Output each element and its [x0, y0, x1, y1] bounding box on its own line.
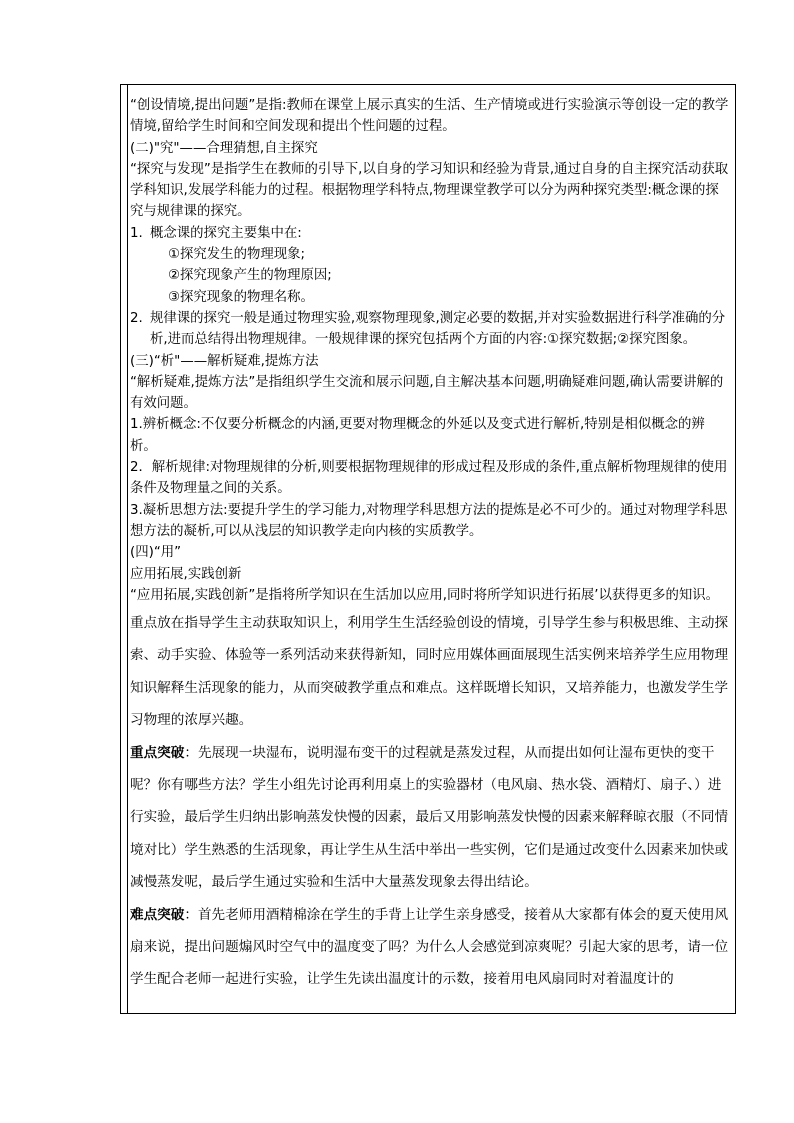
subheading-apply: 应用拓展,实践创新 — [130, 566, 242, 582]
paragraph-focus: 重点放在指导学生主动获取知识上，利用学生生活经验创设的情境，引导学生参与积极思维、主动探索、动手实验、体验等一系列活动来获得新知，同时应用媒体画面展现生活实例来培养学生应用物理知识解释生活现象的能力，从而突破教学重点和难点。这样既增长知识，又培养能力，也激发学生学习物理的浓厚兴趣。 — [130, 615, 729, 728]
label-difficulty-breakthrough: 难点突破 — [130, 906, 185, 923]
label-key-breakthrough: 重点突破 — [130, 744, 185, 761]
sub-item: ①探究发生的物理现象; — [168, 247, 306, 263]
text-difficulty-breakthrough: ：首先老师用酒精棉涂在学生的手背上让学生亲身感受，接着从大家都有体会的夏天使用风扇来说，提出问题煽风时空气中的温度变了吗？为什么人会感觉到凉爽呢？引起大家的思考，请一位学生配合老师一起进行实验，让学生先读出温度计的示数，接着用电风扇同时对着温度计的 — [130, 906, 729, 988]
paragraph-explore-discover: “探究与发现”是指学生在教师的引导下,以自身的学习知识和经验为背景,通过自身的自主探究活动获取学科知识,发展学科能力的过程。根据物理学科特点,物理课堂教学可以分为两种探究类型:概念课的探究与规律课的探究。 — [130, 161, 729, 220]
list-text: 概念课的探究主要集中在: — [150, 225, 302, 241]
list-number: 1. — [130, 225, 143, 241]
sub-item: ②探究现象产生的物理原因; — [168, 268, 332, 284]
list-item-law — [130, 308, 730, 351]
paragraph-method-analysis: 3.凝析思想方法:要提升学生的学习能力,对物理学科思想方法的提炼是必不可少的。通过对物理学科思想方法的凝析,可以从浅层的知识教学走向内核的实质教学。 — [130, 502, 728, 539]
paragraph-create-situation: “创设情境,提出问题”是指:教师在课堂上展示真实的生活、生产情境或进行实验演示等创设一定的教学情境,留给学生时间和空间发现和提出个性问题的过程。 — [130, 98, 729, 135]
list-text: 规律课的探究一般是通过物理实验,观察物理现象,测定必要的数据,并对实验数据进行科学准确的分析,进而总结得出物理规律。一般规律课的探究包括两个方面的内容:①探究数据;②探究图象。 — [150, 310, 726, 348]
paragraph-analyze: “解析疑难,提炼方法”是指组织学生交流和展示问题,自主解决基本问题,明确疑难问题,确认需要讲解的有效问题。 — [130, 374, 724, 412]
paragraph-key-breakthrough — [130, 737, 730, 898]
text-key-breakthrough: ：先展现一块湿布，说明湿布变干的过程就是蒸发过程，从而提出如何让湿布更快的变干呢？你有哪些方法？学生小组先讨论再利用桌上的实验器材（电风扇、热水袋、酒精灯、扇子、）进行实验，最后学生归纳出影响蒸发快慢的因素，最后又用影响蒸发快慢的因素来解释晾衣服（不同情境对比）学生熟悉的生活现象，再让学生从生活中举出一些实例，它们是通过改变什么因素来加快或减慢蒸发呢，最后学生通过实验和生活中大量蒸发现象去得出结论。 — [130, 744, 729, 890]
paragraph-concept-analysis: 1.辨析概念:不仅要分析概念的内涵,更要对物理概念的外延以及变式进行解析,特别是相似概念的辨析。 — [130, 417, 705, 454]
list-item-concept — [130, 223, 730, 308]
paragraph-law-analysis: 2．解析规律:对物理规律的分析,则要根据物理规律的形成过程及形成的条件,重点解析物理规律的使用条件及物理量之间的关系。 — [130, 460, 728, 497]
sub-item: ③探究现象的物理名称。 — [168, 289, 314, 305]
heading-analyze: (三)“析"——解析疑难,提炼方法 — [130, 353, 319, 369]
paragraph-apply: “应用拓展,实践创新”是指将所学知识在生活加以应用,同时将所学知识进行拓展’以获得更多的知识。 — [130, 587, 720, 603]
table-left-column — [120, 84, 128, 1014]
heading-apply: (四)“用” — [130, 545, 182, 561]
paragraph-difficulty-breakthrough — [130, 899, 730, 996]
heading-explore: (二)"究"——合理猜想,自主探究 — [130, 140, 318, 156]
list-number: 2. — [130, 310, 143, 326]
document-body — [130, 95, 730, 996]
